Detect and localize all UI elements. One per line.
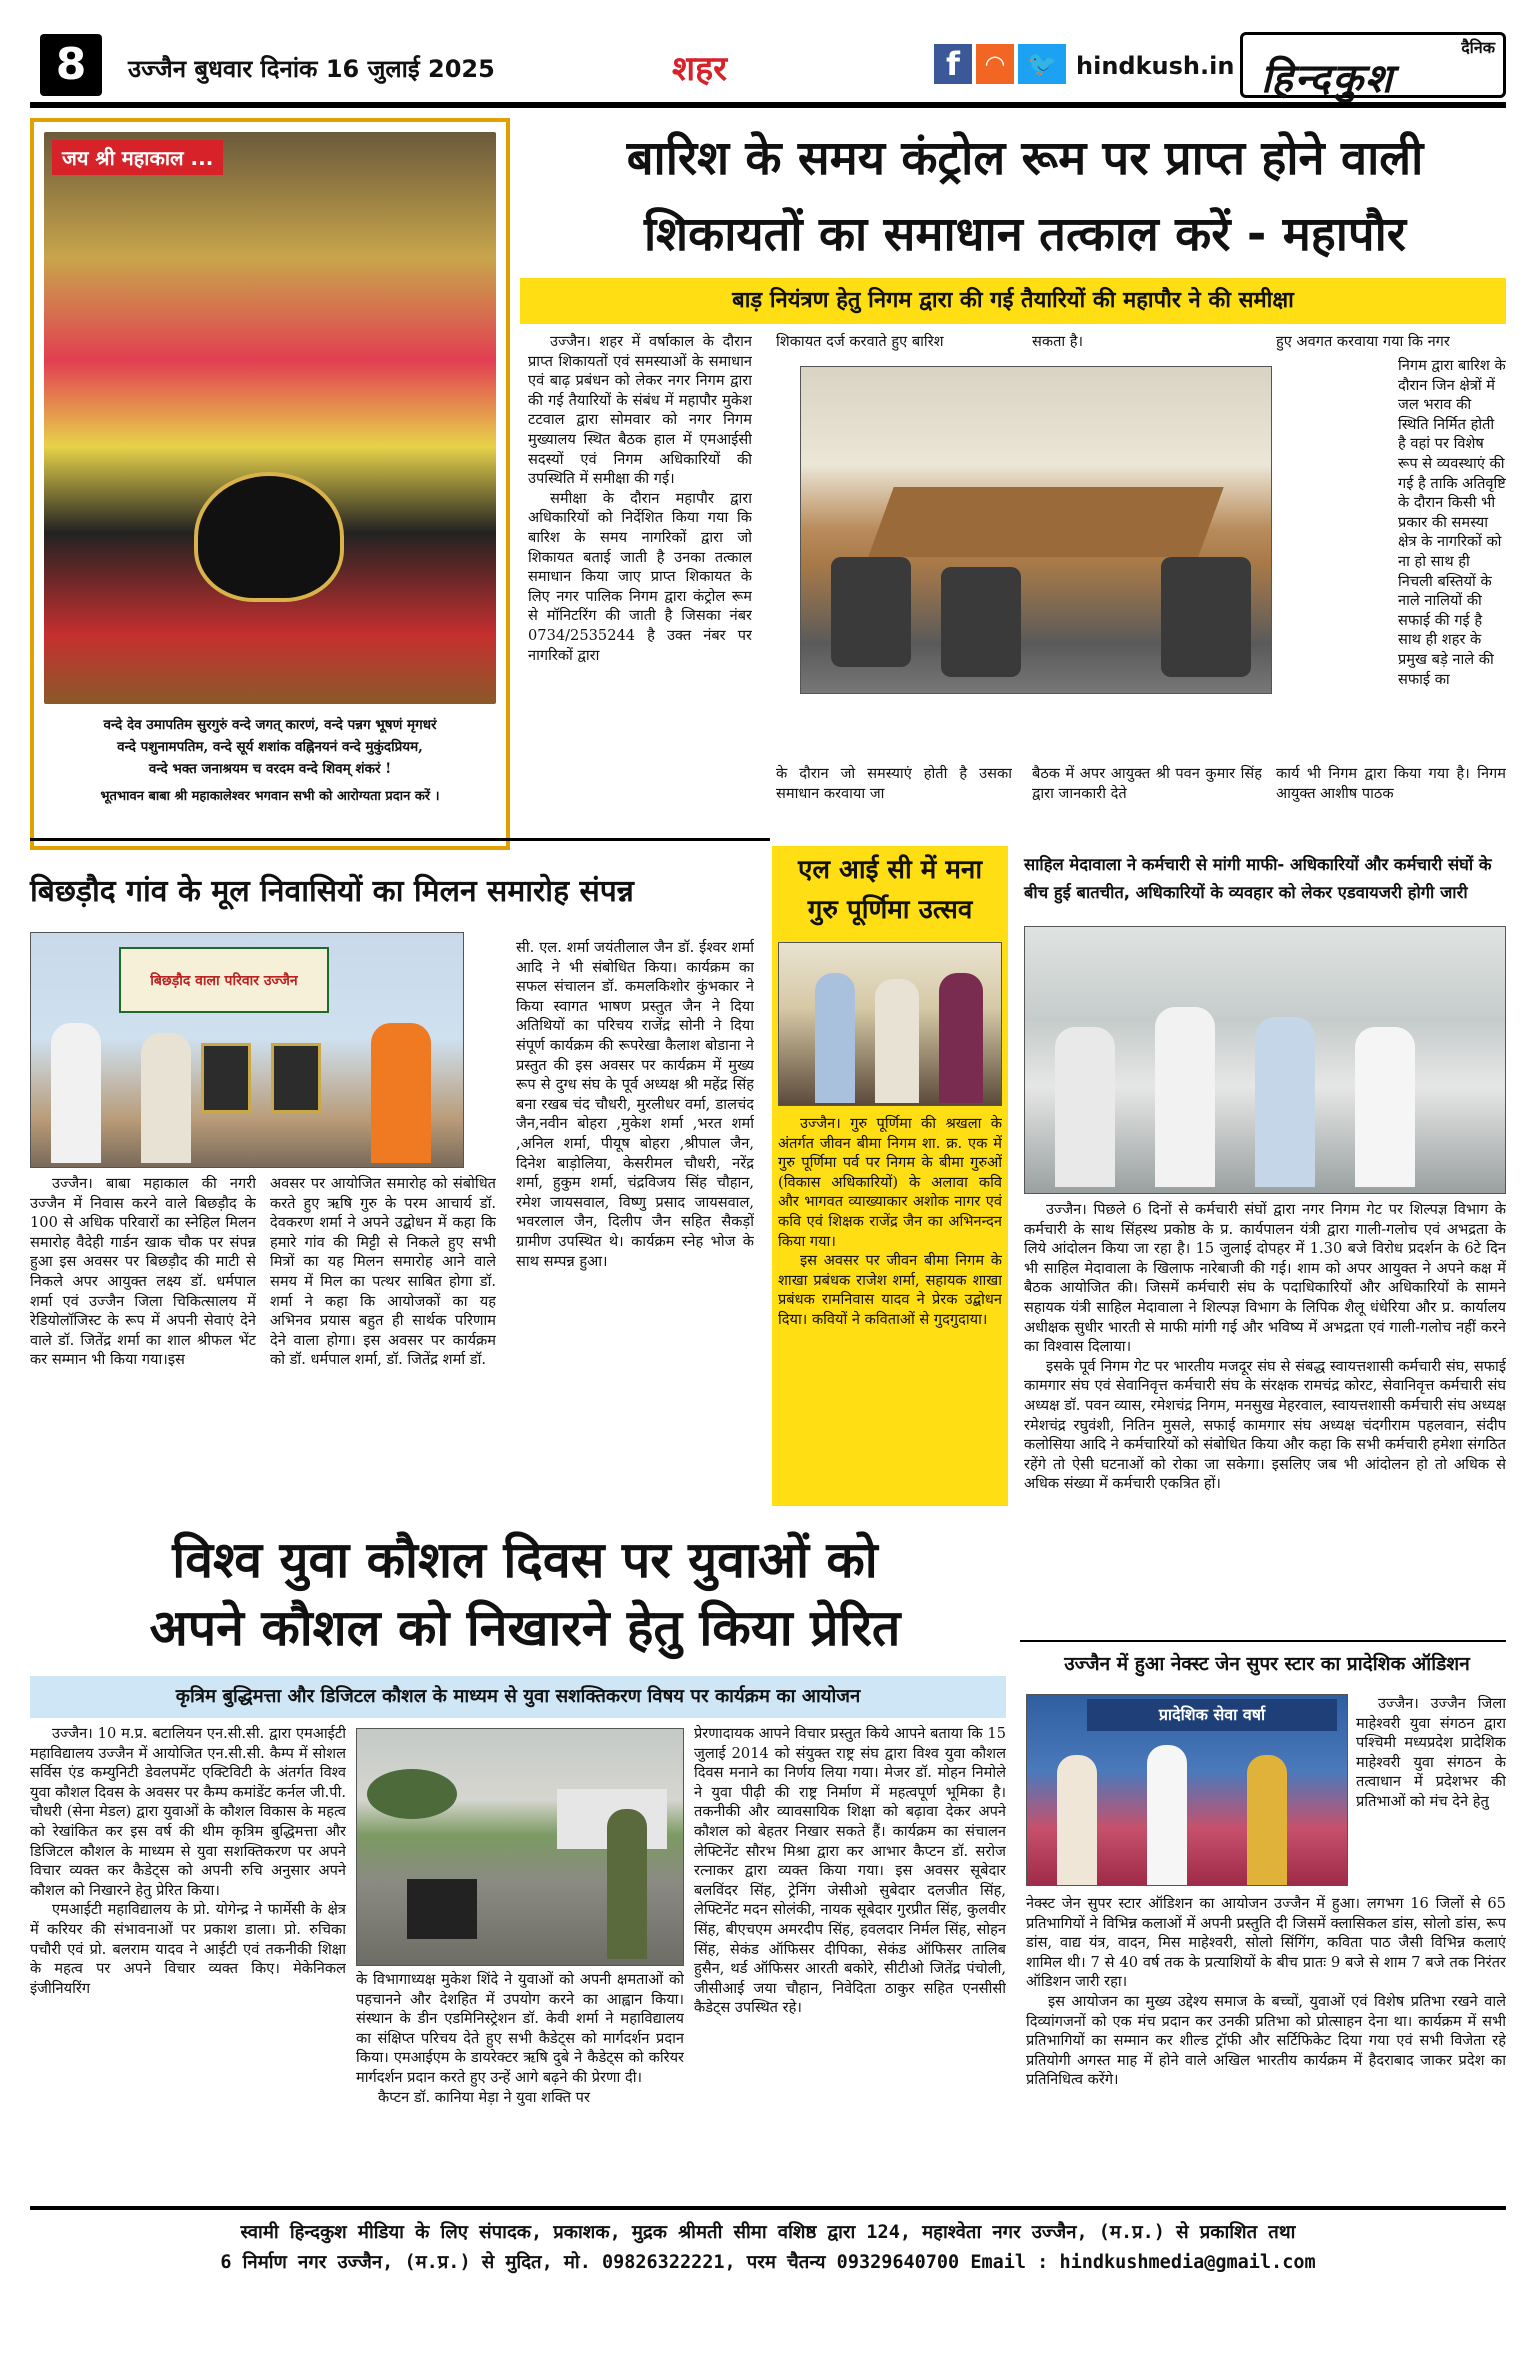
brand-logo <box>1240 32 1506 102</box>
person-shape <box>1255 1017 1315 1187</box>
bichhod-photo <box>30 932 464 1168</box>
nextgen-para: नेक्स्ट जेन सुपर स्टार ऑडिशन का आयोजन उज्जैन में हुआ। लगभग 16 जिलों से 65 प्रतिभागियों ने विभिन्न कलाओं में अपनी प्रस्तुति दी जिसमें क्लासिकल डांस, सोलो डांस, रूप डांस, वाद्य यंत्र, वादन, मिस माहेश्वरी, सोलो सिंगिंग, कविता पाठ जैसी विभिन्न कलाएं शामिल थी। 7 से 40 वर्ष तक के प्रत्याशियों के बीच प्रातः 9 बजे से शाम 7 बजे तक निरंतर ऑडिशन जारी रहा। <box>1026 1895 1506 1991</box>
nextgen-text <box>1026 1894 1506 2194</box>
lead-para: कार्य भी निगम द्वारा किया गया है। निगम आयुक्त आशीष पाठक <box>1276 765 1506 802</box>
nextgen-photo <box>1026 1694 1348 1886</box>
bichhod-headline: बिछड़ौद गांव के मूल निवासियों का मिलन समारोह संपन्न <box>30 874 634 909</box>
caption-line: भूतभावन बाबा श्री महाकालेश्वर भगवान सभी को आरोग्यता प्रदान करें । <box>100 789 440 804</box>
masthead <box>0 0 1536 108</box>
lic-para: उज्जैन। गुरु पूर्णिमा की श्रखला के अंतर्गत जीवन बीमा निगम शा. क्र. एक में गुरु पूर्णिमा पर्व पर निगम के बीमा गुरुओं (विकास अधिकारियों) के अलावा कवि और भागवत व्याख्याकार अशोक नागर एवं कवि एवं शिक्षक राजेंद्र जैन का अभिनन्दन किया गया। <box>778 1115 1002 1250</box>
lead-para: हुए अवगत करवाया गया कि नगर <box>1276 333 1450 350</box>
chair-shape <box>941 567 1021 677</box>
mahakal-caption <box>44 714 496 808</box>
sahil-headline-1: साहिल मेदावाला ने कर्मचारी से मांगी माफी- अधिकारियों और कर्मचारी संघों के <box>1024 855 1492 874</box>
youth-col-2 <box>356 1970 684 2194</box>
lead-col-3-top <box>1032 332 1252 354</box>
masthead-rule <box>30 102 1506 108</box>
caption-line: वन्दे देव उमापतिम सुरगुरुं वन्दे जगत् कारणं, वन्दे पन्नग भूषणं मृगधरं <box>103 717 437 733</box>
mahakal-photo <box>44 132 496 704</box>
lead-para: निगम द्वारा बारिश के दौरान जिन क्षेत्रों में जल भराव की स्थिति निर्मित होती है वहां पर विशेष रूप से व्यवस्थाएं की गई है ताकि अतिवृष्टि के दौरान किसी भी प्रकार की समस्या क्षेत्र के नागरिकों को ना हो साथ ही निचली बस्तियों के नाले नालियों की सफाई की गई है साथ ही शहर के प्रमुख बड़े नाले की सफाई का <box>1398 357 1506 688</box>
lead-para: सकता है। <box>1032 333 1084 350</box>
lead-para: बैठक में अपर आयुक्त श्री पवन कुमार सिंह द्वारा जानकारी देते <box>1032 765 1262 802</box>
lead-meeting-photo <box>800 366 1272 694</box>
sahil-para: उज्जैन। पिछले 6 दिनों से कर्मचारी संघों द्वारा नगर निगम गेट पर शिल्पज्ञ विभाग के कर्मचारी के साथ सिंहस्थ प्रकोष्ठ के प्र. कार्यपालन यंत्री द्वारा गाली-गलोच एवं अभद्रता के लिये आंदोलन किया जा रहा है। 15 जुलाई दोपहर में 1.30 बजे विरोध प्रदर्शन के 6टे दिन भी साहिल मेदावाला के खिलाफ नारेबाजी की गई। शाम को अपर आयुक्त ने अपने कक्ष में बैठक आयोजित की। जिसमें कर्मचारी संघ के पदाधिकारियों और अधिकारियों के सामने सहायक यंत्री साहिल मेदावाला ने शिल्पज्ञ विभाग के लिपिक शैलू धंधेरिया और प्र. कार्यालय अधीक्षक सुधीर भारती से माफी मांगी गई और भविष्य में अभद्रता एवं गाली-गलोच नहीं करने का विश्वास दिलाया। <box>1024 1201 1506 1356</box>
youth-subhead-bar <box>30 1676 1006 1718</box>
section-rule <box>30 838 770 841</box>
person-shape <box>1355 1027 1415 1187</box>
youth-headline-1: विश्व युवा कौशल दिवस पर युवाओं को <box>172 1531 878 1589</box>
section-label: शहर <box>672 49 728 89</box>
youth-col-1 <box>30 1724 346 2194</box>
youth-col-3 <box>694 1724 1006 2194</box>
bichhod-col-3 <box>516 938 754 1518</box>
person-shape <box>1055 1027 1115 1187</box>
footer-rule <box>30 2206 1506 2210</box>
nextgen-para: इस आयोजन का मुख्य उद्देश्य समाज के बच्चों, युवाओं एवं विशेष प्रतिभा रखने वाले दिव्यांगजनों को एक मंच प्रदान कर उनकी प्रतिभा को प्रोत्साहन देना था। कार्यक्रम में सभी प्रतिभागियों का सम्मान कर शील्ड ट्रॉफी और सर्टिफिकेट दिया गया एवं सभी विजेता रहे प्रतियोगी अगस्त माह में होने वाले अखिल भारतीय कार्यक्रम में हैदराबाद जाकर प्रदेश का प्रतिनिधित्व करेंगे। <box>1026 1992 1506 2089</box>
chair-shape <box>831 557 911 667</box>
person-shape <box>607 1809 647 1959</box>
dateline: उज्जैन बुधवार दिनांक 16 जुलाई 2025 <box>128 55 495 83</box>
lic-para: इस अवसर पर जीवन बीमा निगम के शाखा प्रबंधक राजेश शर्मा, सहायक शाखा प्रबंधक रामनिवास यादव ने प्रेरक उद्बोधन दिया। कवियों ने कविताओं से गुदगुदाया। <box>778 1252 1002 1328</box>
lic-photo <box>778 942 1002 1106</box>
person-shape <box>1247 1755 1287 1885</box>
lead-headline-1: बारिश के समय कंट्रोल रूम पर प्राप्त होने वाली <box>626 131 1424 186</box>
bichhod-para: उज्जैन। बाबा महाकाल की नगरी उज्जैन में निवास करने वाले बिछड़ौद के 100 से अधिक परिवारों का स्नेहिल मिलन समारोह वैदेही गार्डन खाक चौक पर संपन्न हुआ इस अवसर पर बिछड़ौद की माटी से निकले अपर आयुक्त लक्ष्य डॉ. धर्मपाल शर्मा एवं उज्जैन जिला चिकित्सालय में रेडियोलॉजिस्ट के रूप में अपनी सेवाएं देने वाले डॉ. जितेंद्र शर्मा का शाल श्रीफल भेंट कर सम्मान भी किया गया।इस <box>30 1175 256 1369</box>
bichhod-col-1 <box>30 1174 256 1516</box>
nextgen-headline: उज्जैन में हुआ नेक्स्ट जेन सुपर स्टार का प्रादेशिक ऑडिशन <box>1064 1653 1470 1675</box>
lic-box <box>772 846 1008 1506</box>
footer-line: स्वामी हिन्दकुश मीडिया के लिए संपादक, प्रकाशक, मुद्रक श्रीमती सीमा वशिष्ठ द्वारा 124, महाश्वेता नगर उज्जैन, (म.प्र.) से प्रकाशित तथा <box>240 2222 1296 2243</box>
banner-text: प्रादेशिक सेवा वर्षा <box>1158 1705 1266 1724</box>
caption-line: वन्दे भक्त जनाश्रयम च वरदम वन्दे शिवम् शंकरं ! <box>148 761 392 777</box>
lead-col-2-top <box>776 332 1012 354</box>
speaker-box-shape <box>407 1879 477 1939</box>
person-shape <box>1155 1007 1215 1187</box>
person-shape <box>815 973 855 1103</box>
sahil-text <box>1024 1200 1506 1630</box>
sahil-para: इसके पूर्व निगम गेट पर भारतीय मजदूर संघ से संबद्ध स्वायत्तशासी कर्मचारी संघ, सफाई कामगार संघ एवं सेवानिवृत्त कर्मचारी संघ के संरक्षक रामचंद्र कोरट, सेवानिवृत्त कर्मचारी संघ अध्यक्ष डॉ. पवन व्यास, रमेशचंद्र निगम, मनसुख मेहरवाल, स्वायत्तशासी कर्मचारी संघ अध्यक्ष रमेशचंद्र रघुवंशी, नितिन मुसले, सफाई कामगार संघ अध्यक्ष चंदगीराम पहलवान, संदीप कलोसिया आदि ने कर्मचारियों को संबोधित किया और कहा कि सभी कर्मचारी हमेशा संगठित रहेंगे तो ऐसी घटनाओं को रोका जा सकेगा। इसलिए जब भी आंदोलन हो तो अधिक से अधिक संख्या में कर्मचारी एकत्रित हों। <box>1024 1357 1506 1493</box>
youth-para: कैप्टन डॉ. कानिया मेड़ा ने युवा शक्ति पर <box>378 2088 590 2106</box>
chair-shape <box>1161 557 1251 677</box>
lead-headline-2: शिकायतों का समाधान तत्काल करें - महापौर <box>643 207 1407 262</box>
twitter-icon[interactable]: 🐦 <box>1018 44 1066 84</box>
bichhod-para: अवसर पर आयोजित समारोह को संबोधित करते हुए ऋषि गुरु के परम आचार्य डॉ. देवकरण शर्मा ने अपने उद्बोधन में कहा कि हमारे गांव की मिट्टी से निकले हुए सभी मित्रों का यह मिलन समारोह आने वाले समय में मिल का पत्थर साबित होगा डॉ. शर्मा ने कहा कि आयोजकों का यह अभिनव प्रयास बहुत ही सार्थक परिणाम देने वाला होगा। इस अवसर पर कार्यक्रम को डॉ. धर्मपाल शर्मा, डॉ. जितेंद्र शर्मा डॉ. <box>270 1175 496 1369</box>
person-shape <box>141 1033 191 1163</box>
lead-para: शिकायत दर्ज करवाते हुए बारिश <box>776 333 944 350</box>
bichhod-banner <box>119 947 329 1013</box>
lead-bottom-3 <box>1276 764 1506 808</box>
brand-name: हिन्दकुश <box>1261 55 1395 102</box>
lic-headline-2: गुरु पूर्णिमा उत्सव <box>807 895 973 925</box>
sahil-meeting-photo <box>1024 926 1506 1194</box>
nextgen-banner <box>1087 1699 1337 1731</box>
bichhod-para: सी. एल. शर्मा जयंतीलाल जैन डॉ. ईश्वर शर्मा आदि ने भी संबोधित किया। कार्यक्रम का सफल संचालन डॉ. कमलकिशोर कुंभकार ने किया स्वागत भाषण प्रस्तुत जैन ने दिया अतिथियों का परिचय राजेंद्र सोनी ने दिया संपूर्ण कार्यक्रम की रूपरेखा कैलाश बोडाना ने प्रस्तुत की इस अवसर पर कार्यक्रम में मुख्य रूप से दुग्ध संघ के पूर्व अध्यक्ष श्री महेंद्र सिंह बना रखब चंद चौधरी, मुरलीधर वर्मा, डालचंद जैन,नवीन बोहरा ,मुकेश शर्मा ,भरत शर्मा ,अनिल शर्मा, पीयूष बोहरा ,श्रीपाल जैन, दिनेश बाड़ोलिया, केसरीमल चौधरी, नरेंद्र शर्मा, हुकुम शर्मा, चंद्रविजय सिंह चौहान, रमेश जायसवाल, विष्णु प्रसाद जायसवाल, भवरलाल जैन, दिलीप जैन सहित सैकड़ों ग्रामीण उपस्थित थे। कार्यक्रम स्नेह भोज के साथ सम्पन्न हुआ। <box>516 939 754 1270</box>
youth-subhead: कृत्रिम बुद्धिमत्ता और डिजिटल कौशल के माध्यम से युवा सशक्तिकरण विषय पर कार्यक्रम का आयोजन <box>175 1686 861 1707</box>
person-shape <box>1147 1745 1187 1885</box>
lead-col-4 <box>1398 356 1506 762</box>
lead-subhead: बाड़ नियंत्रण हेतु निगम द्वारा की गई तैयारियों की महापौर ने की समीक्षा <box>732 288 1294 313</box>
youth-para: के विभागाध्यक्ष मुकेश शिंदे ने युवाओं को अपनी क्षमताओं को पहचानने और देशहित में उपयोग करने का आह्वान किया। संस्थान के डीन एडमिनिस्ट्रेशन डॉ. केवी शर्मा ने महाविद्यालय का संक्षिप्त परिचय देते हुए सभी कैडेट्स को मार्गदर्शन प्रदान किया। एमआईएम के डायरेक्टर ऋषि दुबे ने कैडेट्स को करियर मार्गदर्शन प्रदान करते हुए उन्हें आगे बढ़ने की प्रेरणा दी। <box>356 1971 684 2086</box>
meeting-table-shape <box>868 487 1223 557</box>
mahakal-box <box>30 118 510 850</box>
nextgen-rule <box>1020 1640 1506 1642</box>
bichhod-col-2 <box>270 1174 496 1516</box>
youth-photo <box>356 1728 684 1966</box>
youth-headline-2: अपने कौशल को निखारने हेतु किया प्रेरित <box>149 1599 901 1657</box>
caption-line: वन्दे पशुनामपतिम, वन्दे सूर्य शशांक वह्निनयनं वन्दे मुकुंदप्रियम, <box>117 739 423 755</box>
youth-para: उज्जैन। 10 म.प्र. बटालियन एन.सी.सी. द्वारा एमआईटी महाविद्यालय उज्जैन में आयोजित एन.सी.सी. कैम्प में सोशल सर्विस एंड कम्युनिटी डेवलपमेंट एक्टिविटी के अंतर्गत विश्व युवा कौशल दिवस के अवसर पर कैम्प कमांडेंट कर्नल जी.पी. चौधरी (सेना मेडल) द्वारा युवाओं के कौशल विकास के महत्व को रेखांकित कर इस वर्ष की थीम कृत्रिम बुद्धिमत्ता और डिजिटल कौशल के माध्यम से युवा सशक्तिकरण पर अपने विचार व्यक्त कर कैडेट्स को अपनी रुचि अनुसार अपने कौशल को निखारने हेतु प्रेरित किया। <box>30 1725 346 1899</box>
deity-face-shape <box>194 472 344 602</box>
person-shape <box>939 973 983 1103</box>
award-frame-shape <box>271 1043 321 1113</box>
lead-para: समीक्षा के दौरान महापौर द्वारा अधिकारियों को निर्देशित किया गया कि बारिश के समय नागरिकों द्वारा जो शिकायत बताई जाती है उनका तत्काल समाधान किया जाए प्राप्त शिकायत के लिए नगर पालिक निगम द्वारा कंट्रोल रूम से मॉनिटरिंग की जाती है जिसका नंबर 0734/2535244 है उक्त नंबर पर नागरिकों द्वारा <box>528 489 752 664</box>
person-shape <box>51 1023 101 1163</box>
lead-subhead-bar <box>520 278 1506 324</box>
nextgen-col-a <box>1356 1694 1506 1892</box>
brand-small: दैनिक <box>1461 38 1495 57</box>
lead-bottom-1 <box>776 764 1012 808</box>
lead-col-1 <box>528 332 752 826</box>
person-shape <box>875 979 919 1103</box>
footer-line: 6 निर्माण नगर उज्जैन, (म.प्र.) से मुदित, मो. 09826322221, परम चैतन्य 09329640700 Email : hindkushmedia@gmail.com <box>220 2252 1316 2273</box>
award-frame-shape <box>201 1043 251 1113</box>
sahil-headline-2: बीच हुई बातचीत, अधिकारियों के व्यवहार को लेकर एडवायजरी होगी जारी <box>1024 883 1468 902</box>
banner-text: बिछड़ौद वाला परिवार उज्जैन <box>150 973 298 989</box>
facebook-icon[interactable]: f <box>934 44 972 84</box>
lead-bottom-2 <box>1032 764 1262 808</box>
person-shape <box>371 1023 431 1163</box>
lead-para: उज्जैन। शहर में वर्षाकाल के दौरान प्राप्त शिकायतों एवं समस्याओं के समाधान एवं बाढ़ प्रबंधन को लेकर नगर निगम द्वारा की गई तैयारियों के संबंध में महापौर मुकेश टटवाल द्वारा सोमवार को नगर निगम मुख्यालय स्थित बैठक हाल में एमआईसी सदस्यों एवं निगम अधिकारियों की उपस्थिति में समीक्षा की गई। <box>528 333 752 488</box>
page-number: 8 <box>40 34 102 96</box>
lic-headline-1: एल आई सी में मना <box>797 855 983 885</box>
rss-icon[interactable]: ◠ <box>976 44 1014 84</box>
website-link[interactable]: hindkush.in <box>1076 52 1235 80</box>
nextgen-para: उज्जैन। उज्जैन जिला माहेश्वरी युवा संगठन द्वारा पश्चिमी मध्यप्रदेश प्रादेशिक माहेश्वरी युवा संगठन के तत्वाधान में प्रदेशभर की प्रतिभाओं को मंच देने हेतु <box>1356 1695 1506 1810</box>
footer-imprint <box>30 2218 1506 2278</box>
tree-shape <box>367 1769 457 1819</box>
youth-para: प्रेरणादायक आपने विचार प्रस्तुत किये आपने बताया कि 15 जुलाई 2014 को संयुक्त राष्ट्र संघ द्वारा विश्व युवा कौशल दिवस मनाने का निर्णय लिया गया। मेजर डॉ. मोहन निमोले ने युवा पीढ़ी की राष्ट्र निर्माण में महत्वपूर्ण भूमिका है। तकनीकी और व्यावसायिक शिक्षा को बढ़ावा देकर अपने कौशल को बेहतर निखार सकते हैं। कार्यक्रम का संचालन लेफ्टिनेंट सौरभ मिश्रा द्वारा कर आभार कैप्टन डॉ. सरोज रत्नाकर द्वारा व्यक्त किया गया। इस अवसर सूबेदार बलविंदर सिंह, ट्रेनिंग जेसीओ सुबेदार दलजीत सिंह, लेफ्टिनेंट मदन सोलंकी, नायक सूबेदार गुरप्रीत सिंह, कुलवीर सिंह, बीएचएम अमरदीप सिंह, हवलदार निर्मल सिंह, सोहन सिंह, सेकंड ऑफिसर दीपिका, सेकंड ऑफिसर तालिब हुसैन, थर्ड ऑफिसर आरती बकोरे, सीटीओ जितेंद्र पंचोली, जीसीआई जया चौहान, निवेदिता ठाकुर सहित एनसीसी कैडेट्स उपस्थित रहे। <box>694 1725 1006 2017</box>
youth-para: एमआईटी महाविद्यालय के प्रो. योगेन्द्र ने फार्मेसी के क्षेत्र में करियर की संभावनाओं पर प्रकाश डाला। प्रो. रुचिका पचौरी एवं प्रो. बलराम यादव ने आईटी एवं तकनीकी शिक्षा के महत्व पर अपने विचार व्यक्त किए। मेकेनिकल इंजीनियरिंग <box>30 1901 346 1997</box>
mahakal-label: जय श्री महाकाल ... <box>52 140 223 175</box>
lead-para: के दौरान जो समस्याएं होती है उसका समाधान करवाया जा <box>776 765 1012 802</box>
person-shape <box>1057 1755 1097 1885</box>
lic-text <box>778 1114 1002 1498</box>
lead-col-4-top <box>1276 332 1506 354</box>
